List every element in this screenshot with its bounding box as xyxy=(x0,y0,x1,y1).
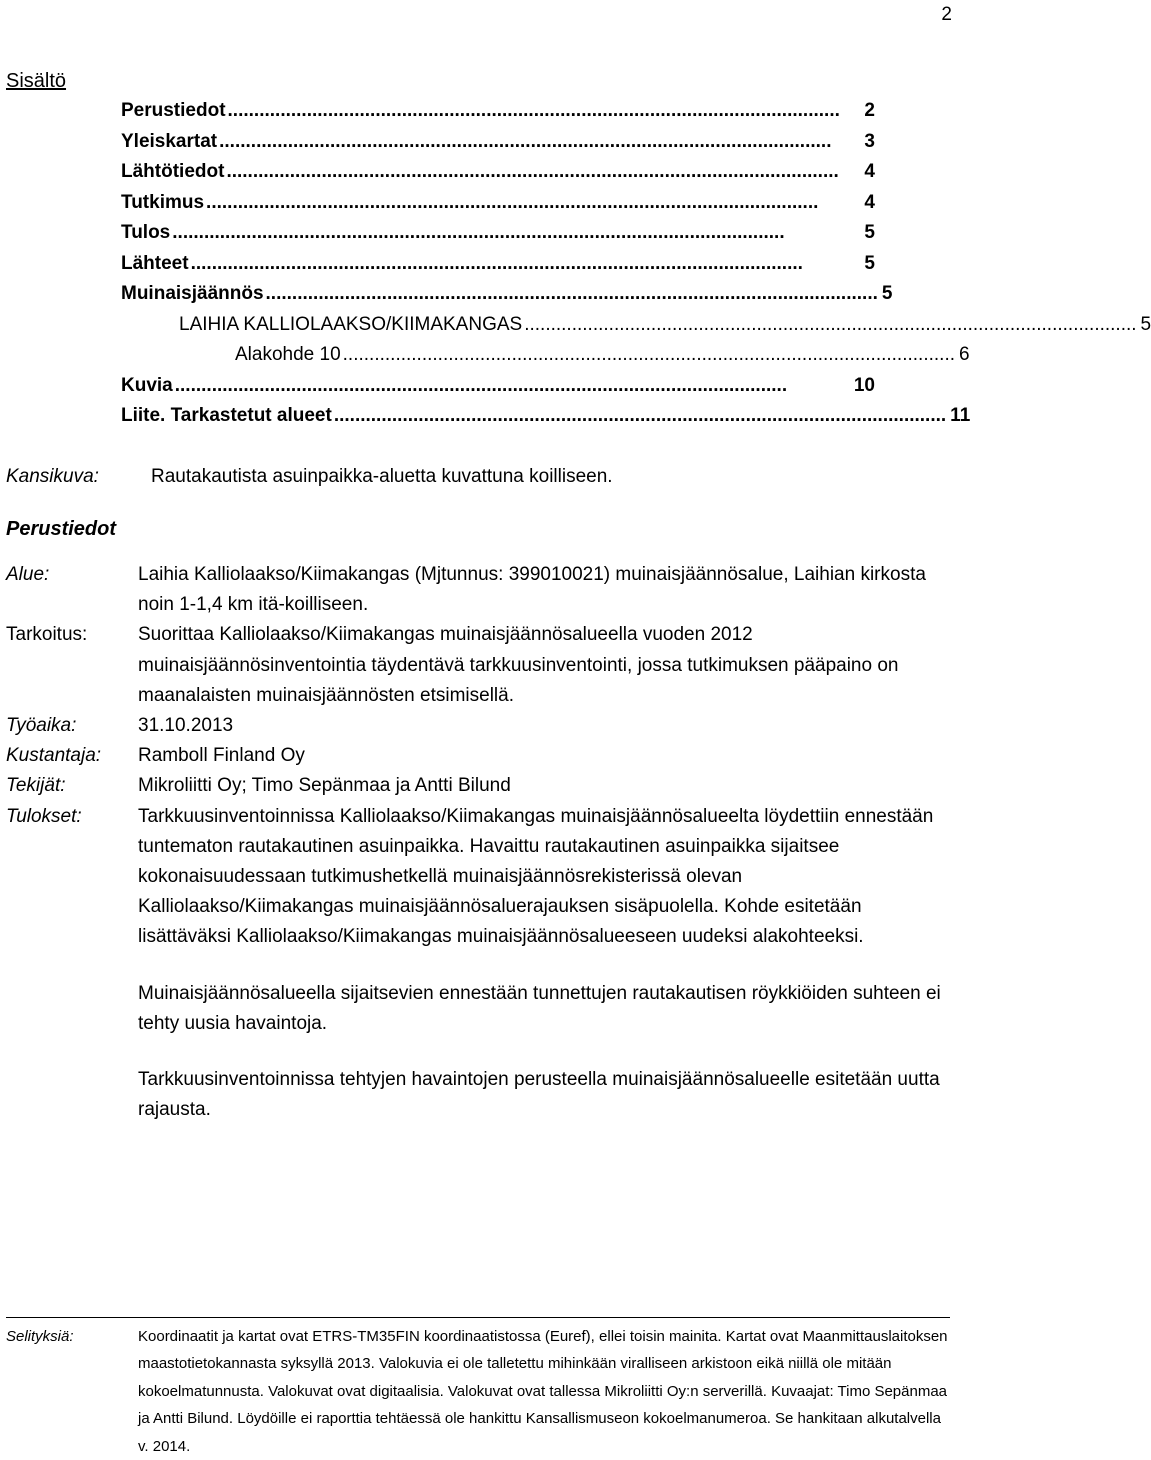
footnote-label: Selityksiä: xyxy=(6,1328,74,1345)
purpose-row xyxy=(6,620,950,711)
toc-heading: Sisältö xyxy=(6,70,67,92)
area-row xyxy=(6,560,950,620)
toc-entry[interactable]: Tulos .................................................................................................................... 5 xyxy=(121,222,875,243)
toc-entry[interactable]: Tutkimus .................................................................................................................... 4 xyxy=(121,191,875,213)
cover-caption-text: Rautakautista asuinpaikka-aluetta kuvattuna koilliseen. xyxy=(151,466,613,487)
publisher-row xyxy=(6,741,950,771)
toc-entry[interactable]: Perustiedot .................................................................................................................... 2 xyxy=(121,100,875,121)
authors-row xyxy=(6,771,950,801)
table-of-contents xyxy=(121,100,1151,436)
toc-entry[interactable]: Muinaisjäännös .................................................................................................................... 5 xyxy=(121,283,893,304)
publisher-text: Ramboll Finland Oy xyxy=(138,745,305,767)
page-number: 2 xyxy=(941,4,952,25)
purpose-text: Suorittaa Kalliolaakso/Kiimakangas muinaisjäännösalueella vuoden 2012 muinaisjäännösinventointia täydentävä tarkkuusinventointi, jossa tutkimuksen pääpaino on maanalaisten muinaisjäännösten etsimisellä. xyxy=(138,624,899,706)
authors-text: Mikroliitti Oy; Timo Sepänmaa ja Antti Bilund xyxy=(138,775,511,797)
worktime-label: Työaika: xyxy=(6,715,77,737)
worktime-text: 31.10.2013 xyxy=(138,715,234,737)
basic-info xyxy=(6,560,950,1125)
results-text xyxy=(138,802,950,1126)
cover-caption-label: Kansikuva: xyxy=(6,466,99,487)
toc-entry[interactable]: LAIHIA KALLIOLAAKSO/KIIMAKANGAS .................................................................................................................... 5 xyxy=(179,313,1151,335)
toc-entry[interactable]: Liite. Tarkastetut alueet .................................................................................................................... 11 xyxy=(121,405,971,426)
area-label: Alue: xyxy=(6,564,50,585)
results-paragraph: Tarkkuusinventoinnissa tehtyjen havaintojen perusteella muinaisjäännösalueelle esitetään uutta rajausta. xyxy=(138,1069,940,1121)
results-paragraph: Tarkkuusinventoinnissa Kalliolaakso/Kiimakangas muinaisjäännösalueelta löydettiin ennestään tuntematon rautakautinen asuinpaikka. Havaittu rautakautinen asuinpaikka sijaitsee kokonaisuudessaan tutkimushetkellä muinaisjäännösrekisterissä olevan Kalliolaakso/Kiimakangas muinaisjäännösaluerajauksen sisäpuolella. Kohde esitetään lisättäväksi Kalliolaakso/Kiimakangas muinaisjäännösalueeseen uudeksi alakohteeksi. xyxy=(138,805,934,948)
authors-label: Tekijät: xyxy=(6,775,66,797)
worktime-row xyxy=(6,711,950,741)
basic-info-heading: Perustiedot xyxy=(6,518,117,540)
footnote-divider xyxy=(6,1317,950,1318)
toc-entry[interactable]: Lähteet .................................................................................................................... 5 xyxy=(121,252,875,274)
footnote-text: Koordinaatit ja kartat ovat ETRS-TM35FIN koordinaatistossa (Euref), ellei toisin mainita. Kartat ovat Maanmittauslaitoksen maastotietokannasta syksyllä 2013. Valokuvia ei ole talletettu mihinkään viralliseen arkistoon eikä niillä ole mitään kokoelmatunnusta. Valokuvat ovat digitaalisia. Valokuvat ovat tallessa Mikroliitti Oy:n serverillä. Kuvaajat: Timo Sepänmaa ja Antti Bilund. Löydöille ei raporttia tehtäessä ole hankittu Kansallismuseon kokoelmanumeroa. Se hankitaan alkutalvella v. 2014. xyxy=(138,1328,948,1455)
publisher-label: Kustantaja: xyxy=(6,745,102,767)
toc-entry[interactable]: Alakohde 10 .................................................................................................................... 6 xyxy=(235,344,970,365)
area-text: Laihia Kalliolaakso/Kiimakangas (Mjtunnus: 399010021) muinaisjäännösalue, Laihian kirkosta noin 1-1,4 km itä-koilliseen. xyxy=(138,564,926,616)
results-row xyxy=(6,802,950,1126)
results-paragraph: Muinaisjäännösalueella sijaitsevien ennestään tunnettujen rautakautisen röykkiöiden suhteen ei tehty uusia havaintoja. xyxy=(138,982,941,1034)
purpose-label: Tarkoitus: xyxy=(6,624,88,646)
cover-caption xyxy=(6,466,613,488)
toc-entry[interactable]: Yleiskartat .................................................................................................................... 3 xyxy=(121,130,875,152)
footnote xyxy=(6,1323,950,1460)
results-label: Tulokset: xyxy=(6,805,82,827)
toc-entry[interactable]: Lähtötiedot .................................................................................................................... 4 xyxy=(121,161,875,182)
toc-entry[interactable]: Kuvia .................................................................................................................... 10 xyxy=(121,374,875,396)
